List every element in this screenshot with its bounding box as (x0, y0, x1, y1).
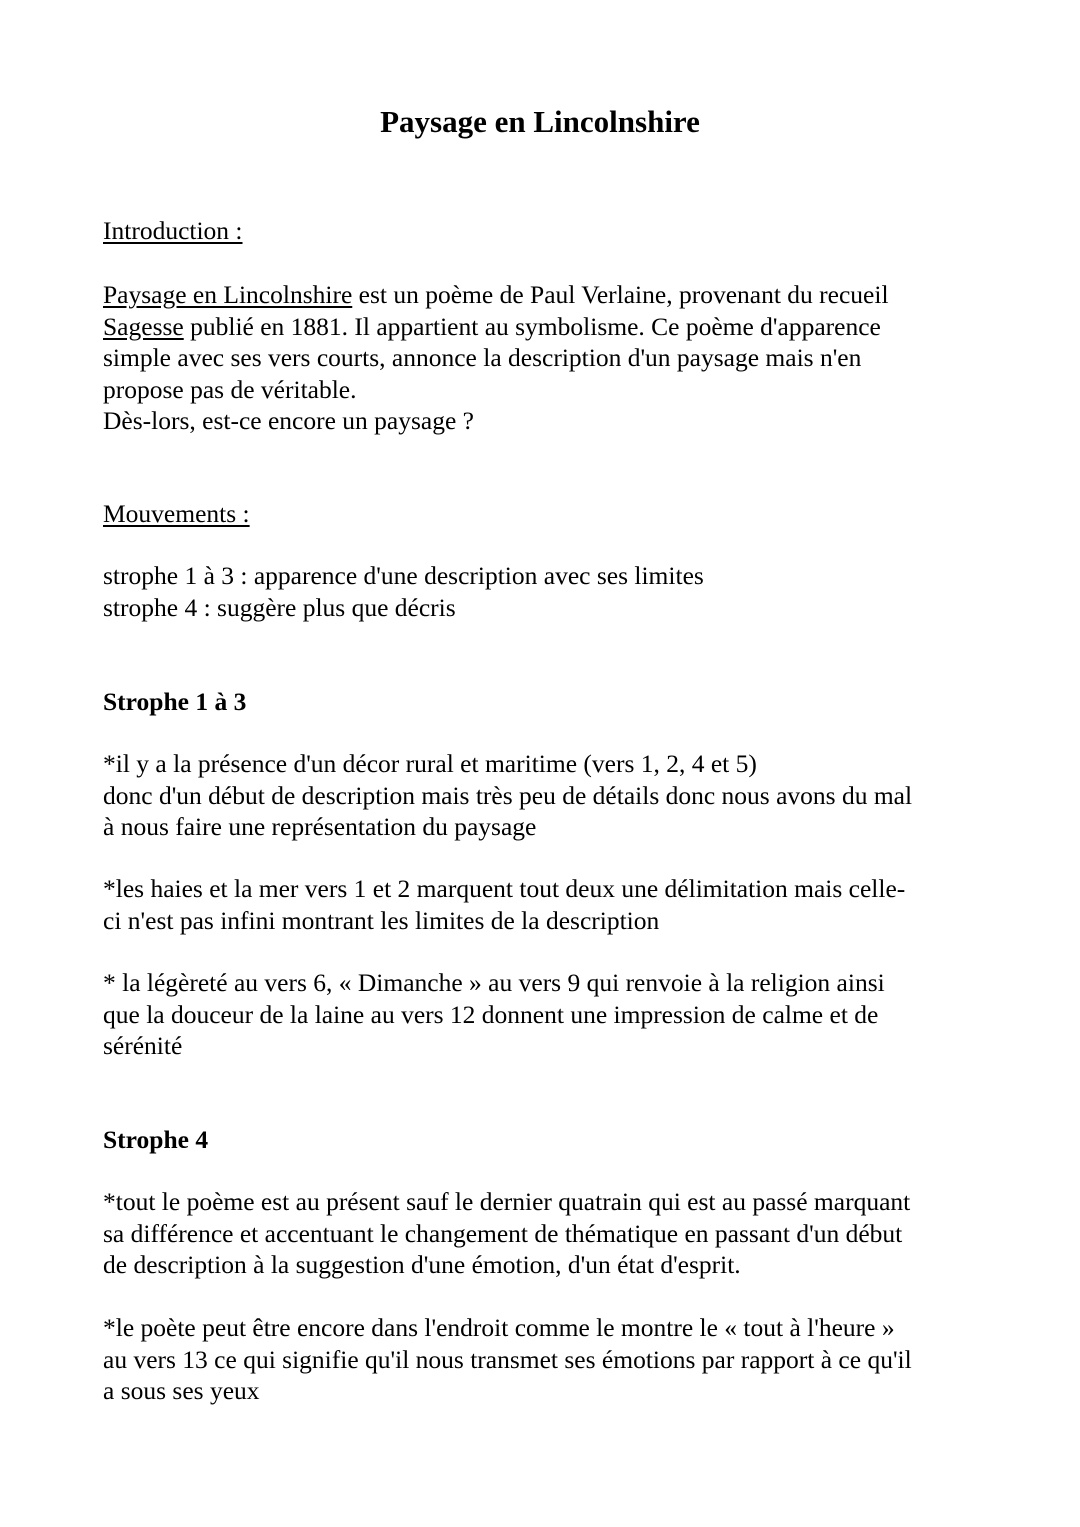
introduction-paragraph (103, 279, 983, 437)
mouvements-heading (103, 498, 983, 530)
paragraph-line: sa différence et accentuant le changement de thématique en passant d'un début (103, 1218, 903, 1248)
intro-line-5: Dès-lors, est-ce encore un paysage ? (103, 406, 474, 435)
paragraph-line: *le poète peut être encore dans l'endroit comme le montre le « tout à l'heure » (103, 1313, 895, 1342)
mouvement-2: strophe 4 : suggère plus que décris (103, 592, 456, 622)
paragraph-line: *il y a la présence d'un décor rural et maritime (vers 1, 2, 4 et 5) (103, 749, 757, 778)
paragraph-line: *les haies et la mer vers 1 et 2 marquent tout deux une délimitation mais celle- (103, 874, 906, 903)
paragraph-line: * la légèreté au vers 6, « Dimanche » au vers 9 qui renvoie à la religion ainsi (103, 968, 885, 997)
paragraph-line: que la douceur de la laine au vers 12 donnent une impression de calme et de (103, 999, 879, 1029)
strophe-1-3-paragraph-2 (103, 873, 983, 936)
strophe-4-heading: Strophe 4 (103, 1125, 209, 1154)
paragraph-line: ci n'est pas infini montrant les limites de la description (103, 905, 660, 935)
paragraph-line: au vers 13 ce qui signifie qu'il nous transmet ses émotions par rapport à ce qu'il (103, 1344, 912, 1374)
poem-title-ref: Paysage en Lincolnshire (103, 280, 353, 309)
mouvements-heading-text: Mouvements : (103, 499, 250, 528)
intro-line-1 (103, 279, 983, 311)
strophe-1-3-paragraph-1 (103, 748, 983, 843)
mouvement-1: strophe 1 à 3 : apparence d'une description avec ses limites (103, 561, 704, 590)
paragraph-line: sérénité (103, 1031, 183, 1060)
paragraph-line: de description à la suggestion d'une émotion, d'un état d'esprit. (103, 1250, 741, 1279)
paragraph-line: donc d'un début de description mais très peu de détails donc nous avons du mal (103, 780, 913, 810)
document-title: Paysage en Lincolnshire (380, 104, 700, 139)
paragraph-line: *tout le poème est au présent sauf le dernier quatrain qui est au passé marquant (103, 1187, 911, 1216)
strophe-4-paragraph-2 (103, 1312, 983, 1407)
intro-line-2-rest: publié en 1881. Il appartient au symbolisme. Ce poème d'apparence (183, 311, 881, 341)
paragraph-line: à nous faire une représentation du paysage (103, 812, 537, 841)
intro-line-3: simple avec ses vers courts, annonce la description d'un paysage mais n'en (103, 343, 862, 372)
intro-line-4: propose pas de véritable. (103, 374, 357, 404)
collection-title-ref: Sagesse (103, 311, 184, 341)
intro-line-2 (103, 311, 983, 343)
paragraph-line: a sous ses yeux (103, 1376, 260, 1405)
mouvements-list (103, 560, 983, 623)
strophe-4-paragraph-1 (103, 1186, 983, 1281)
strophe-1-3-heading: Strophe 1 à 3 (103, 687, 247, 716)
intro-line-1-rest: est un poème de Paul Verlaine, provenant du recueil (352, 280, 889, 309)
introduction-heading (103, 215, 983, 247)
strophe-1-3-paragraph-3 (103, 967, 983, 1062)
introduction-heading-text: Introduction : (103, 216, 243, 245)
